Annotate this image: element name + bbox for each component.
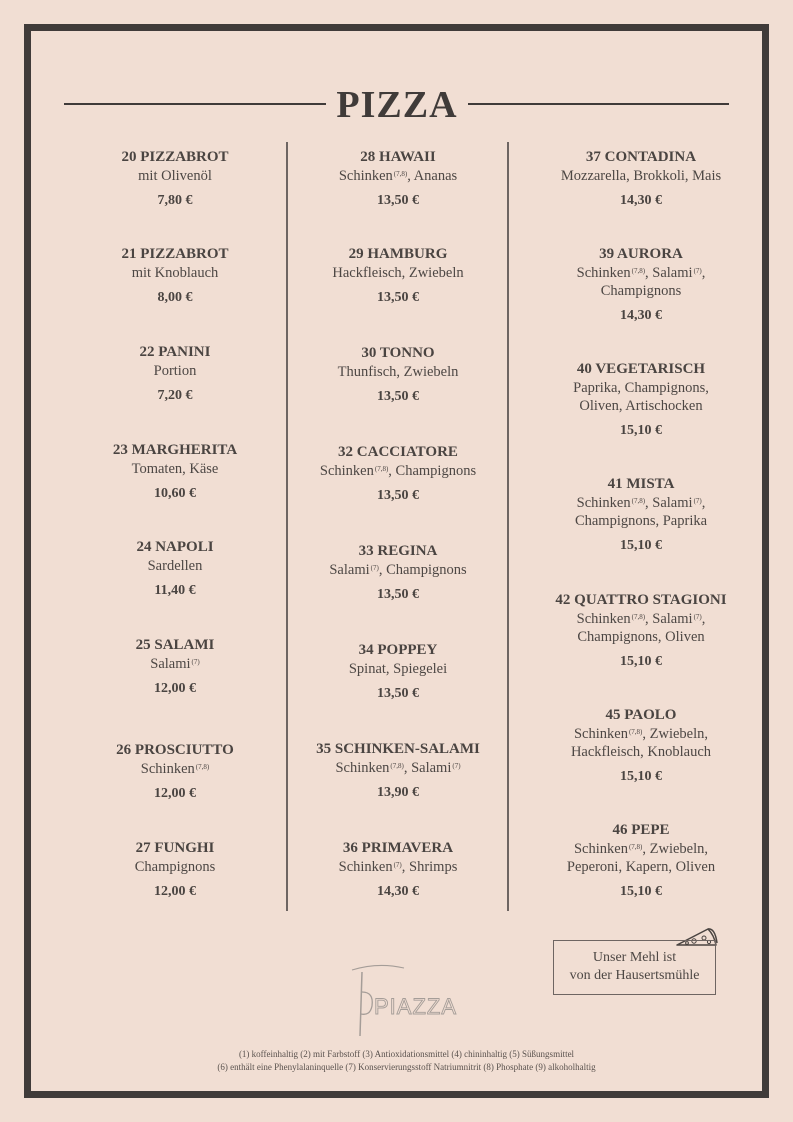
allergen-marker: (7) bbox=[693, 497, 702, 505]
allergen-marker: (7,8) bbox=[195, 763, 210, 771]
menu-item bbox=[518, 148, 764, 210]
menu-item bbox=[298, 443, 498, 505]
menu-item-name: 29 HAMBURG bbox=[348, 246, 448, 262]
menu-item-price: 12,00 € bbox=[154, 681, 196, 696]
allergen-footer bbox=[130, 1048, 683, 1074]
menu-item-description bbox=[518, 167, 764, 185]
menu-item-description bbox=[75, 858, 275, 876]
ingredient-text: , Shrimps bbox=[401, 859, 458, 875]
footer-line: (6) enthält eine Phenylalaninquelle (7) Konservierungsstoff Natriumnitrit (8) Phosphate (9) alkoholhaltig bbox=[217, 1062, 596, 1072]
footer-line: (1) koffeinhaltig (2) mit Farbstoff (3) Antioxidationsmittel (4) chininhaltig (5) Süßungsmittel bbox=[238, 1049, 575, 1059]
menu-item-name: 41 MISTA bbox=[607, 476, 675, 492]
ingredient-text: , bbox=[701, 611, 706, 627]
note-line: Unser Mehl ist bbox=[592, 950, 677, 965]
menu-item bbox=[298, 148, 498, 210]
menu-item-price: 13,50 € bbox=[377, 587, 419, 602]
menu-item-name: 37 CONTADINA bbox=[585, 149, 697, 165]
menu-item-price: 14,30 € bbox=[620, 308, 662, 323]
section-header bbox=[64, 82, 729, 128]
menu-item-name: 42 QUATTRO STAGIONI bbox=[555, 592, 727, 608]
menu-item-name: 30 TONNO bbox=[361, 345, 435, 361]
ingredient-text: , Ananas bbox=[407, 168, 458, 184]
menu-item bbox=[75, 245, 275, 307]
allergen-marker: (7,8) bbox=[628, 728, 643, 736]
menu-item-description bbox=[75, 264, 275, 282]
menu-item-name: 34 POPPEY bbox=[358, 642, 438, 658]
menu-item bbox=[518, 475, 764, 555]
ingredient-text: Champignons bbox=[134, 859, 216, 875]
menu-item bbox=[75, 636, 275, 698]
flour-note bbox=[553, 940, 716, 995]
column-divider bbox=[286, 142, 288, 911]
menu-item-price: 7,20 € bbox=[157, 388, 193, 403]
ingredient-text: Salami bbox=[329, 562, 370, 578]
ingredient-text: , Salami bbox=[645, 265, 693, 281]
ingredient-text: Spinat, Spiegelei bbox=[348, 661, 448, 677]
menu-item bbox=[298, 245, 498, 307]
ingredient-text: Schinken bbox=[573, 841, 628, 857]
menu-item bbox=[298, 344, 498, 406]
ingredient-text: Schinken bbox=[140, 761, 195, 777]
allergen-marker: (7) bbox=[393, 861, 402, 869]
menu-item bbox=[75, 343, 275, 405]
ingredient-text: Portion bbox=[153, 363, 197, 379]
menu-item-price: 15,10 € bbox=[620, 769, 662, 784]
menu-item-name: 25 SALAMI bbox=[135, 637, 215, 653]
menu-item-name: 33 REGINA bbox=[358, 543, 438, 559]
menu-item-name: 28 HAWAII bbox=[360, 149, 436, 165]
title-rule-left bbox=[64, 103, 326, 105]
menu-item bbox=[518, 706, 764, 786]
menu-item-description bbox=[75, 460, 275, 478]
menu-item-description bbox=[518, 494, 764, 530]
menu-item-name: 32 CACCIATORE bbox=[338, 444, 458, 460]
menu-item bbox=[518, 821, 764, 901]
ingredient-text: , Zwiebeln, bbox=[642, 841, 709, 857]
allergen-marker: (7) bbox=[693, 267, 702, 275]
menu-item-price: 13,50 € bbox=[377, 193, 419, 208]
ingredient-text: Champignons, Oliven bbox=[577, 629, 705, 645]
ingredient-text: Paprika, Champignons, bbox=[573, 380, 709, 396]
ingredient-text: , Salami bbox=[403, 760, 452, 776]
menu-item bbox=[518, 245, 764, 325]
menu-item-description bbox=[75, 557, 275, 575]
menu-item-description bbox=[75, 167, 275, 185]
menu-item-description bbox=[298, 462, 498, 480]
ingredient-text: Tomaten, Käse bbox=[131, 461, 219, 477]
ingredient-text: , Salami bbox=[645, 495, 693, 511]
menu-item-name: 22 PANINI bbox=[139, 344, 211, 360]
menu-item bbox=[298, 839, 498, 901]
menu-item-description bbox=[518, 264, 764, 300]
menu-item-description bbox=[518, 379, 764, 415]
allergen-marker: (7,8) bbox=[390, 762, 404, 770]
menu-item-price: 8,00 € bbox=[157, 290, 193, 305]
menu-item-name: 20 PIZZABROT bbox=[121, 149, 229, 165]
allergen-marker: (7,8) bbox=[628, 843, 643, 851]
menu-item-name: 24 NAPOLI bbox=[136, 539, 214, 555]
menu-item-description bbox=[298, 759, 498, 777]
menu-item-description bbox=[298, 363, 498, 381]
ingredient-text: Mozzarella, Brokkoli, Mais bbox=[560, 168, 722, 184]
ingredient-text: Schinken bbox=[319, 463, 374, 479]
title-rule-right bbox=[468, 103, 729, 105]
ingredient-text: mit Olivenöl bbox=[138, 168, 212, 184]
menu-item-name: 27 FUNGHI bbox=[135, 840, 215, 856]
ingredient-text: Schinken bbox=[573, 726, 628, 742]
ingredient-text: Schinken bbox=[576, 611, 631, 627]
allergen-marker: (7,8) bbox=[631, 497, 646, 505]
page-title: PIZZA bbox=[336, 84, 458, 126]
menu-item bbox=[75, 741, 275, 803]
menu-item bbox=[518, 360, 764, 440]
menu-item-description bbox=[298, 660, 498, 678]
allergen-marker: (7) bbox=[191, 658, 200, 666]
menu-item-price: 15,10 € bbox=[620, 654, 662, 669]
note-line: von der Hausertsmühle bbox=[569, 968, 700, 983]
allergen-marker: (7,8) bbox=[393, 170, 408, 178]
menu-item bbox=[298, 542, 498, 604]
menu-item bbox=[75, 148, 275, 210]
menu-item-price: 13,50 € bbox=[377, 290, 419, 305]
menu-item-price: 10,60 € bbox=[154, 486, 196, 501]
allergen-marker: (7,8) bbox=[374, 465, 389, 473]
menu-item-description bbox=[518, 610, 764, 646]
menu-item-price: 14,30 € bbox=[620, 193, 662, 208]
menu-item-name: 35 SCHINKEN-SALAMI bbox=[316, 741, 480, 757]
ingredient-text: Sardellen bbox=[147, 558, 203, 574]
ingredient-text: , Champignons bbox=[378, 562, 467, 578]
menu-item-name: 45 PAOLO bbox=[605, 707, 677, 723]
ingredient-text: Salami bbox=[150, 656, 191, 672]
allergen-marker: (7) bbox=[370, 564, 379, 572]
allergen-marker: (7) bbox=[693, 613, 702, 621]
ingredient-text: Champignons bbox=[600, 283, 682, 299]
menu-item-price: 11,40 € bbox=[154, 583, 196, 598]
menu-item-name: 46 PEPE bbox=[612, 822, 670, 838]
logo-text: PIAZZA bbox=[374, 994, 458, 1019]
menu-item-price: 13,50 € bbox=[377, 389, 419, 404]
menu-item-price: 15,10 € bbox=[620, 423, 662, 438]
ingredient-text: Oliven, Artischocken bbox=[579, 398, 703, 414]
menu-item-name: 21 PIZZABROT bbox=[121, 246, 229, 262]
menu-item-description bbox=[518, 840, 764, 876]
allergen-marker: (7,8) bbox=[631, 267, 646, 275]
menu-item-description bbox=[298, 264, 498, 282]
ingredient-text: , bbox=[701, 495, 706, 511]
menu-item-name: 26 PROSCIUTTO bbox=[116, 742, 234, 758]
menu-item-price: 13,50 € bbox=[377, 488, 419, 503]
menu-item-description bbox=[298, 561, 498, 579]
ingredient-text: Hackfleisch, Knoblauch bbox=[570, 744, 712, 760]
menu-item-description bbox=[298, 858, 498, 876]
menu-item bbox=[298, 740, 498, 802]
menu-item-price: 7,80 € bbox=[157, 193, 193, 208]
menu-item bbox=[75, 839, 275, 901]
menu-item-description bbox=[75, 655, 275, 673]
menu-item bbox=[75, 538, 275, 600]
ingredient-text: mit Knoblauch bbox=[131, 265, 219, 281]
menu-item bbox=[75, 441, 275, 503]
ingredient-text: Peperoni, Kapern, Oliven bbox=[566, 859, 716, 875]
ingredient-text: , Salami bbox=[645, 611, 693, 627]
allergen-marker: (7,8) bbox=[631, 613, 646, 621]
ingredient-text: , Champignons bbox=[388, 463, 477, 479]
menu-item-name: 40 VEGETARISCH bbox=[576, 361, 706, 377]
column-divider bbox=[507, 142, 509, 911]
menu-item-price: 12,00 € bbox=[154, 884, 196, 899]
menu-item-price: 15,10 € bbox=[620, 884, 662, 899]
menu-item bbox=[518, 591, 764, 671]
ingredient-text: Schinken bbox=[576, 495, 631, 511]
menu-item-name: 23 MARGHERITA bbox=[112, 442, 238, 458]
ingredient-text: Thunfisch, Zwiebeln bbox=[337, 364, 459, 380]
ingredient-text: , Zwiebeln, bbox=[642, 726, 709, 742]
ingredient-text: Schinken bbox=[338, 168, 393, 184]
menu-item-name: 39 AURORA bbox=[599, 246, 683, 262]
ingredient-text: Schinken bbox=[338, 859, 393, 875]
allergen-marker: (7) bbox=[452, 762, 461, 770]
ingredient-text: Champignons, Paprika bbox=[574, 513, 708, 529]
ingredient-text: Hackfleisch, Zwiebeln bbox=[332, 265, 464, 281]
menu-item-description bbox=[298, 167, 498, 185]
menu-item bbox=[298, 641, 498, 703]
menu-item-price: 14,30 € bbox=[377, 884, 419, 899]
menu-item-description bbox=[518, 725, 764, 761]
ingredient-text: , bbox=[701, 265, 706, 281]
menu-item-name: 36 PRIMAVERA bbox=[342, 840, 454, 856]
menu-item-price: 12,00 € bbox=[154, 786, 196, 801]
ingredient-text: Schinken bbox=[335, 760, 390, 776]
menu-item-price: 15,10 € bbox=[620, 538, 662, 553]
menu-item-description bbox=[75, 362, 275, 380]
menu-item-price: 13,90 € bbox=[377, 785, 419, 800]
piazza-logo bbox=[350, 962, 458, 1042]
menu-item-price: 13,50 € bbox=[377, 686, 419, 701]
menu-item-description bbox=[75, 760, 275, 778]
ingredient-text: Schinken bbox=[576, 265, 631, 281]
